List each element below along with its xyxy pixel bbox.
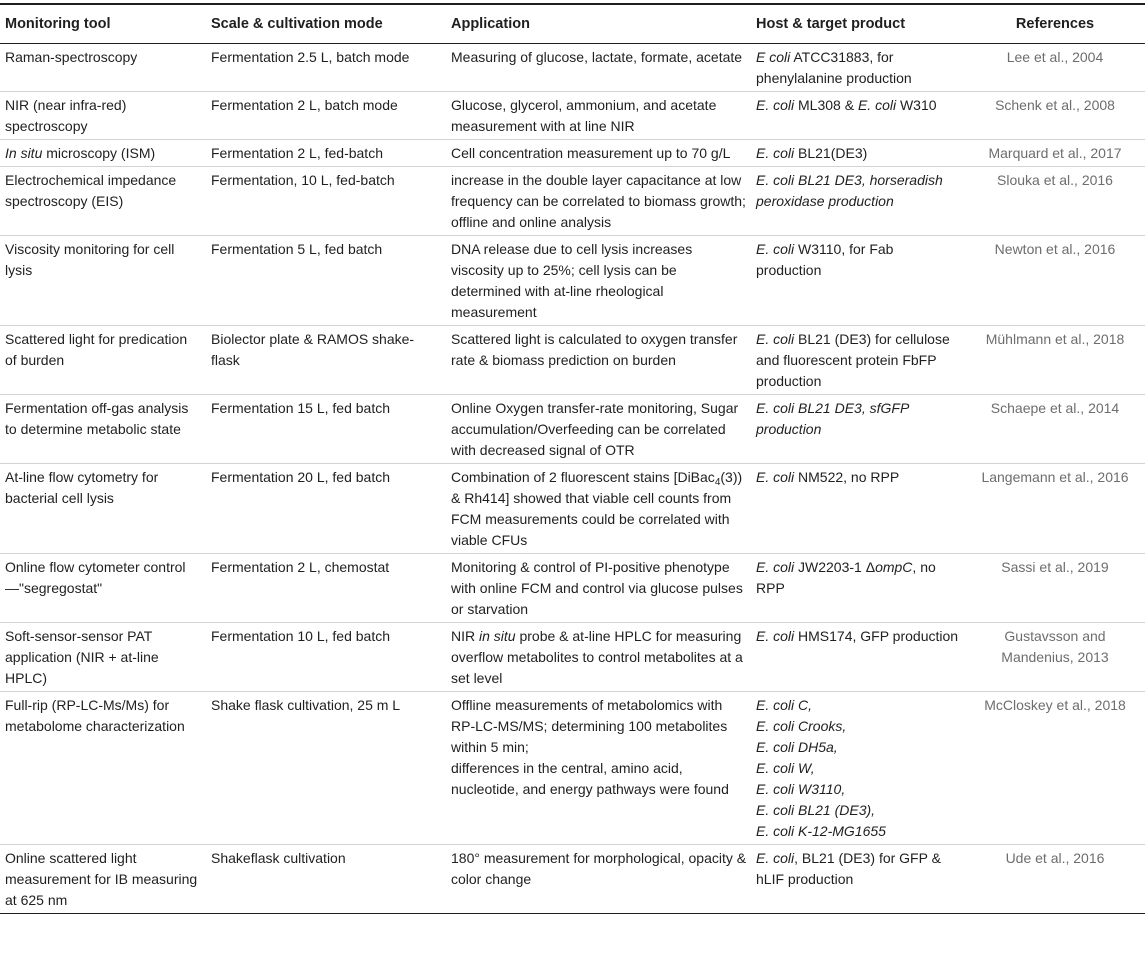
host-detail: , BL21 (DE3) for GFP & hLIF production xyxy=(756,850,941,887)
cell-tool: NIR (near infra-red) spectroscopy xyxy=(0,92,206,140)
cell-tool: Online flow cytometer control—"segregostat" xyxy=(0,554,206,623)
cell-host xyxy=(751,326,964,395)
cell-reference: Langemann et al., 2016 xyxy=(964,464,1145,554)
host-detail: JW2203-1 Δ xyxy=(794,559,876,575)
cell-application xyxy=(446,464,751,554)
cell-reference: Gustavsson and Mandenius, 2013 xyxy=(964,623,1145,692)
application-text-a: Combination of 2 fluorescent stains [DiBac xyxy=(451,469,715,485)
table-row xyxy=(0,692,1145,845)
table-row xyxy=(0,44,1145,92)
cell-application: Online Oxygen transfer-rate monitoring, Sugar accumulation/Overfeeding can be correlated with decreased signal of OTR xyxy=(446,395,751,464)
host-detail: NM522, no RPP xyxy=(794,469,900,485)
cell-scale: Fermentation 20 L, fed batch xyxy=(206,464,446,554)
table-row xyxy=(0,236,1145,326)
cell-scale: Fermentation 5 L, fed batch xyxy=(206,236,446,326)
table-row xyxy=(0,623,1145,692)
cell-application: Monitoring & control of PI-positive phenotype with online FCM and control via glucose pulses or starvation xyxy=(446,554,751,623)
cell-reference: Slouka et al., 2016 xyxy=(964,167,1145,236)
cell-scale: Shake flask cultivation, 25 m L xyxy=(206,692,446,845)
header-application: Application xyxy=(451,16,530,32)
cell-reference: Lee et al., 2004 xyxy=(964,44,1145,92)
cell-tool: At-line flow cytometry for bacterial cell lysis xyxy=(0,464,206,554)
cell-scale: Fermentation 2 L, batch mode xyxy=(206,92,446,140)
monitoring-tools-table xyxy=(0,3,1145,914)
header-host: Host & target product xyxy=(756,16,906,32)
cell-scale: Fermentation 2 L, fed-batch xyxy=(206,140,446,167)
cell-application xyxy=(446,623,751,692)
cell-reference: Schenk et al., 2008 xyxy=(964,92,1145,140)
cell-scale: Biolector plate & RAMOS shake-flask xyxy=(206,326,446,395)
cell-scale: Fermentation 2.5 L, batch mode xyxy=(206,44,446,92)
cell-scale: Fermentation 10 L, fed batch xyxy=(206,623,446,692)
cell-tool xyxy=(0,140,206,167)
cell-host xyxy=(751,623,964,692)
cell-application: Scattered light is calculated to oxygen transfer rate & biomass prediction on burden xyxy=(446,326,751,395)
cell-reference: McCloskey et al., 2018 xyxy=(964,692,1145,845)
host-species: E. coli xyxy=(756,559,795,575)
host-strain: E. coli BL21 (DE3), xyxy=(756,802,876,818)
cell-host xyxy=(751,92,964,140)
cell-tool: Viscosity monitoring for cell lysis xyxy=(0,236,206,326)
application-text-a: NIR xyxy=(451,628,479,644)
cell-application: Measuring of glucose, lactate, formate, acetate xyxy=(446,44,751,92)
application-subscript: 4 xyxy=(714,477,721,488)
host-detail-2: W310 xyxy=(896,97,937,113)
host-species: E coli xyxy=(756,49,791,65)
cell-application: DNA release due to cell lysis increases viscosity up to 25%; cell lysis can be determined with at-line rheological measurement xyxy=(446,236,751,326)
host-species: E. coli xyxy=(756,850,795,866)
application-line: Offline measurements of metabolomics with RP-LC-MS/MS; determining 100 metabolites within 5 min; xyxy=(451,697,728,755)
host-detail: W3110, for Fab production xyxy=(756,241,894,278)
host-strain: E. coli Crooks, xyxy=(756,718,847,734)
cell-application: 180° measurement for morphological, opacity & color change xyxy=(446,845,751,914)
host-strain: E. coli DH5a, xyxy=(756,739,838,755)
host-detail: ATCC31883, for phenylalanine production xyxy=(756,49,912,86)
cell-tool: Fermentation off-gas analysis to determine metabolic state xyxy=(0,395,206,464)
tool-rest: microscopy (ISM) xyxy=(42,145,156,161)
header-row xyxy=(0,4,1145,44)
application-italic: in situ xyxy=(479,628,516,644)
host-species: E. coli xyxy=(756,241,795,257)
application-text-b: (3)) & Rh414] showed that viable cell counts from FCM measurements could be correlated with viable CFUs xyxy=(451,469,743,548)
cell-application: Glucose, glycerol, ammonium, and acetate measurement with at line NIR xyxy=(446,92,751,140)
table-row xyxy=(0,167,1145,236)
host-detail: ML308 & xyxy=(794,97,858,113)
cell-tool: Full-rip (RP-LC-Ms/Ms) for metabolome characterization xyxy=(0,692,206,845)
table-row xyxy=(0,845,1145,914)
cell-scale: Shakeflask cultivation xyxy=(206,845,446,914)
cell-application: increase in the double layer capacitance at low frequency can be correlated to biomass growth; offline and online analysis xyxy=(446,167,751,236)
host-species: E. coli xyxy=(756,145,795,161)
host-detail-2: , no RPP xyxy=(756,559,936,596)
header-references: References xyxy=(1015,16,1095,32)
table-row xyxy=(0,464,1145,554)
cell-host xyxy=(751,845,964,914)
cell-scale: Fermentation, 10 L, fed-batch xyxy=(206,167,446,236)
table-row xyxy=(0,395,1145,464)
cell-application: Cell concentration measurement up to 70 g/L xyxy=(446,140,751,167)
table-row xyxy=(0,92,1145,140)
cell-tool: Electrochemical impedance spectroscopy (EIS) xyxy=(0,167,206,236)
cell-reference: Newton et al., 2016 xyxy=(964,236,1145,326)
cell-reference: Mühlmann et al., 2018 xyxy=(964,326,1145,395)
cell-reference: Marquard et al., 2017 xyxy=(964,140,1145,167)
cell-host xyxy=(751,44,964,92)
host-detail: BL21 (DE3) for cellulose and fluorescent protein FbFP production xyxy=(756,331,950,389)
host-detail: HMS174, GFP production xyxy=(794,628,959,644)
cell-host: E. coli BL21 DE3, horseradish peroxidase production xyxy=(751,167,964,236)
cell-application xyxy=(446,692,751,845)
host-species: E. coli xyxy=(756,628,795,644)
header-monitoring-tool: Monitoring tool xyxy=(5,16,111,32)
cell-tool: Raman-spectroscopy xyxy=(0,44,206,92)
cell-tool: Online scattered light measurement for IB measuring at 625 nm xyxy=(0,845,206,914)
cell-tool: Soft-sensor-sensor PAT application (NIR + at-line HPLC) xyxy=(0,623,206,692)
cell-scale: Fermentation 15 L, fed batch xyxy=(206,395,446,464)
cell-host xyxy=(751,140,964,167)
host-species: E. coli xyxy=(756,469,795,485)
host-strain: E. coli C, xyxy=(756,697,813,713)
table-row xyxy=(0,140,1145,167)
host-strain: E. coli W3110, xyxy=(756,781,846,797)
cell-reference: Ude et al., 2016 xyxy=(964,845,1145,914)
application-text-b: probe & at-line HPLC for measuring overflow metabolites to control metabolites at a set level xyxy=(451,628,743,686)
cell-host xyxy=(751,692,964,845)
cell-reference: Schaepe et al., 2014 xyxy=(964,395,1145,464)
host-strain: E. coli W, xyxy=(756,760,815,776)
table-row xyxy=(0,326,1145,395)
cell-reference: Sassi et al., 2019 xyxy=(964,554,1145,623)
cell-tool: Scattered light for predication of burden xyxy=(0,326,206,395)
host-species: E. coli xyxy=(756,331,795,347)
host-species: E. coli xyxy=(756,97,795,113)
table-row xyxy=(0,554,1145,623)
application-line: differences in the central, amino acid, nucleotide, and energy pathways were found xyxy=(451,760,729,797)
cell-scale: Fermentation 2 L, chemostat xyxy=(206,554,446,623)
header-scale: Scale & cultivation mode xyxy=(211,16,383,32)
cell-host xyxy=(751,464,964,554)
tool-italic: In situ xyxy=(5,145,43,161)
host-species-2: E. coli xyxy=(857,97,897,113)
cell-host xyxy=(751,236,964,326)
cell-host: E. coli BL21 DE3, sfGFP production xyxy=(751,395,964,464)
host-gene: ompC xyxy=(875,559,913,575)
cell-host xyxy=(751,554,964,623)
host-strain: E. coli K-12-MG1655 xyxy=(756,823,886,839)
host-detail: BL21(DE3) xyxy=(794,145,868,161)
